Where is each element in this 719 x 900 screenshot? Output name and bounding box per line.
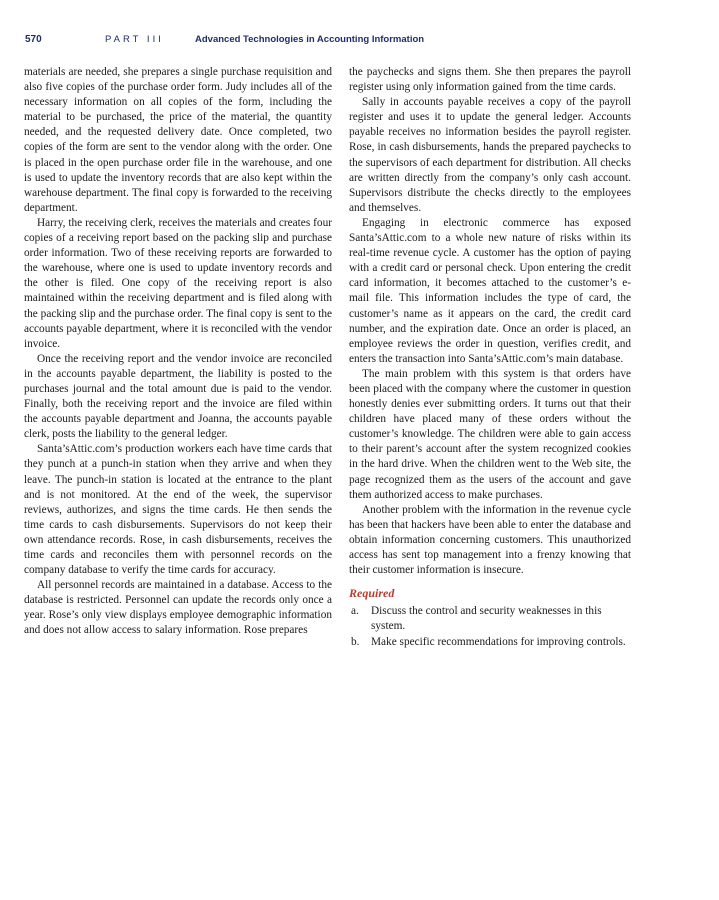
paragraph: materials are needed, she prepares a single purchase requisition and also five copies of the purchase order form. Judy includes all of the necessary information on all copies of the form, including the material to be purchased, the price of the material, the quantity needed, and the requested delivery date. Once completed, two copies of the form are sent to the vendor along with the order. One is placed in the open purchase order file in the warehouse, and one is used to update the inventory records that are also kept within the warehouse department. The final copy is forwarded to the receiving department. [24, 66, 332, 214]
required-item-text: Make specific recommendations for improving controls. [371, 636, 626, 649]
paragraph: Once the receiving report and the vendor invoice are reconciled in the accounts payable department, the liability is posted to the purchases journal and the total amount due is paid to the vendor. Finally, both the receiving report and the invoice are filed within the accounts payable department and Joanna, the accounts payable clerk, posts the liability to the general ledger. [24, 352, 332, 441]
paragraph: All personnel records are maintained in a database. Access to the database is restricted. Personnel can update the records only once a year. Rose’s only view displays employee demographic information and does not allow access to salary information. Rose prepares [24, 579, 332, 637]
required-item [349, 635, 631, 650]
paragraph: Harry, the receiving clerk, receives the materials and creates four copies of a receiving report based on the packing slip and purchase order information. Two of these receiving reports are forwarded to the warehouse, where one is used to update inventory records and the other is filed. One copy of the receiving report is also maintained within the receiving department and is filed along with the packing slip and the purchase order. The final copy is sent to the accounts payable department, where it is reconciled with the vendor invoice. [24, 216, 332, 350]
paragraph: Santa’sAttic.com’s production workers each have time cards that they punch at a punch-in station when they arrive and when they leave. The punch-in station is located at the entrance to the plant and is not monitored. At the end of the week, the supervisor reviews, authorizes, and signs the time cards. He then sends the time cards to cash disbursements. Supervisors do not keep their own attendance records. Rose, in cash disbursements, receives the time cards and reconciles them with personnel records on the company database to verify the time cards for accuracy. [24, 443, 332, 577]
required-item-label: a. [351, 605, 359, 618]
paragraph: The main problem with this system is that orders have been placed with the company where the customer in question honestly denies ever submitting orders. It turns out that their children have placed many of these orders without the customer’s knowledge. The children were able to gain access to their parent’s account after the system recognized cookies in the hard drive. When the children went to the Web site, the page recognized them as the users of the account and gave them authorized access to make purchases. [349, 367, 631, 501]
paragraph: Sally in accounts payable receives a copy of the payroll register and uses it to update the general ledger. Accounts payable receives no information besides the payroll register. Rose, in cash disbursements, hands the prepared paychecks to the supervisors of each department for distribution. All checks are written directly from the company’s only cash account. Supervisors distribute the checks directly to the employees and themselves. [349, 96, 631, 214]
paragraph: Another problem with the information in the revenue cycle has been that hackers have been able to enter the database and obtain information concerning customers. This unauthorized access has sent top management into a frenzy knowing that their customer information is insecure. [349, 503, 631, 577]
page-number: 570 [25, 34, 42, 45]
paragraph: the paychecks and signs them. She then prepares the payroll register using only information gained from the time cards. [349, 66, 631, 94]
required-item-text: Discuss the control and security weaknesses in this system. [371, 605, 602, 633]
left-column [24, 65, 332, 639]
required-heading: Required [349, 586, 395, 601]
right-column [349, 65, 631, 652]
chapter-title: Advanced Technologies in Accounting Information [195, 34, 425, 45]
required-item-label: b. [351, 636, 360, 649]
part-label: PART III [105, 34, 164, 45]
paragraph: Engaging in electronic commerce has exposed Santa’sAttic.com to a whole new nature of risks within its real-time revenue cycle. A customer has the option of paying with a credit card or personal check. Upon entering the credit card information, it becomes attached to the customer’s e-mail file. This information includes the type of card, the customer’s name as it appears on the card, the credit card number, and the expiration date. Once an order is placed, an employee reviews the order in question, verifies credit, and enters the transaction into Santa’sAttic.com’s main database. [349, 216, 631, 365]
required-item [349, 604, 631, 634]
